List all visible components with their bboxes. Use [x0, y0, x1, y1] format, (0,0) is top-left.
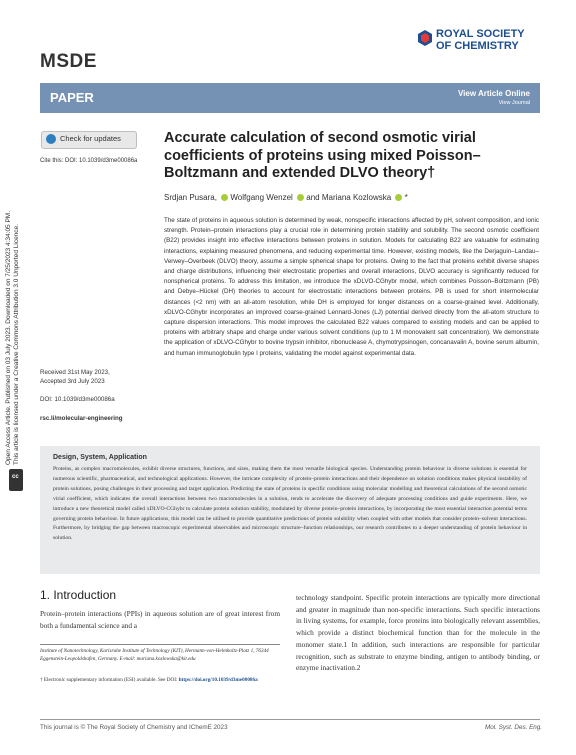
orcid-icon[interactable]: [395, 194, 402, 201]
footer-copyright: This journal is © The Royal Society of Chemistry and IChemE 2023: [40, 724, 228, 731]
esi-text: † Electronic supplementary information (ESI) available. See DOI:: [40, 677, 178, 683]
check-for-updates-button[interactable]: [41, 131, 137, 149]
open-access-line2: This article is licensed under a Creative Commons Attribution 3.0 Unported Licence.: [13, 224, 20, 465]
open-access-notice: [5, 145, 25, 465]
received-dates: [40, 368, 110, 386]
section-heading: 1. Introduction: [40, 588, 117, 602]
intro-right-column: technology standpoint. Specific protein interactions are typically more directional and greater in magnitude than non-specific interactions. Such specific interactions in living systems, for example, force proteins into biologically relevant assemblies, which provide a distinct biochemical function than for the molecule in the monomer state.1 In addition, such interactions are responsible for particular recognition, such as substrate to enzyme binding, antigen to antibody binding, or enzyme inactivation.2: [296, 593, 540, 673]
doi[interactable]: DOI: 10.1039/d3me00086a: [40, 396, 115, 403]
check-for-updates-label: Check for updates: [60, 134, 121, 143]
cite-doi: Cite this: DOI: 10.1039/d3me00086a: [40, 158, 138, 164]
view-journal-link[interactable]: View Journal: [498, 100, 530, 106]
intro-left-column: Protein–protein interactions (PPIs) in aqueous solution are of great interest from both a fundamental science and a: [40, 609, 280, 630]
journal-site-link[interactable]: rsc.li/molecular-engineering: [40, 415, 123, 422]
cc-license-icon[interactable]: [9, 469, 23, 491]
article-title: Accurate calculation of second osmotic virial coefficients of proteins using mixed Poisson–Boltzmann and extended DLVO theory†: [164, 130, 481, 181]
footer-divider: [40, 719, 540, 720]
open-access-line1: Open Access Article. Published on 03 July 2023. Downloaded on 7/25/2023 4:34:05 PM.: [5, 210, 12, 465]
orcid-icon[interactable]: [297, 194, 304, 201]
publisher-name-line1: ROYAL SOCIETY: [436, 28, 525, 40]
journal-name: MSDE: [40, 51, 97, 72]
dsa-title: Design, System, Application: [53, 454, 147, 461]
footer-journal: Mol. Syst. Des. Eng.: [485, 724, 543, 731]
accepted-date: Accepted 3rd July 2023: [40, 378, 105, 385]
author-list: [164, 193, 408, 202]
esi-note: [40, 677, 280, 685]
update-check-icon: [46, 134, 56, 144]
rsc-emblem-icon: [418, 30, 432, 46]
received-date: Received 31st May 2023,: [40, 369, 110, 376]
cc-badge-text: cc: [12, 474, 19, 480]
author-1[interactable]: Srdjan Pusara,: [164, 193, 217, 202]
orcid-icon[interactable]: [221, 194, 228, 201]
corresponding-mark: *: [404, 193, 408, 202]
esi-link[interactable]: https://doi.org/10.1039/d3me00086a: [178, 677, 258, 683]
publisher-name-line2: OF CHEMISTRY: [436, 40, 519, 52]
footnote-divider: [40, 644, 280, 645]
author-2[interactable]: Wolfgang Wenzel: [230, 193, 293, 202]
article-type-banner: [40, 83, 540, 113]
author-3[interactable]: and Mariana Kozlowska: [306, 193, 392, 202]
view-article-online-link[interactable]: View Article Online: [457, 89, 530, 98]
publisher-logo[interactable]: [418, 28, 544, 70]
dsa-body: Proteins, as complex macromolecules, exhibit diverse structures, functions, and sizes, making them the most versatile biological species. Understanding protein behaviour in diverse solutions is essential for numerous scientific, pharmaceutical, and technological applications. However, the intricate complexity of protein–protein interactions and their dependence on solution conditions makes physical instability of protein solutions, posing challenges in their processing and target application. Predicting the state of proteins in specific conditions using molecular modelling and theoretical calculations of the second osmotic virial coefficient, which indicates the overall interactions between two macromolecules in a solution, tends to accelerate the discovery of adequate processing conditions and guide experiments. Here, we introduce a new theoretical model called xDLVO-CGhybr to calculate protein solution stability, modulated by diverse protein–protein interactions, by incorporating the most essential interaction potential terms governing protein behaviour. In future applications, this model can be utilised to provide quantitative predictions of protein solubility when coupled with other models that consider protein–solvent interactions. Furthermore, by bridging the gap between macroscopic experimental observables and microscopic structure–function relationships, our research contributes to a deeper understanding of protein behaviour in solution.: [53, 466, 527, 542]
design-system-application-box: [40, 446, 540, 574]
affiliation: Institute of Nanotechnology, Karlsruhe Institute of Technology (KIT), Hermann-von-Helmholtz-Platz 1, 76344 Eggenstein-Leopoldshafen, Germany. E-mail: mariana.kozlowska@kit.edu: [40, 648, 269, 662]
article-type: PAPER: [50, 90, 94, 105]
abstract: The state of proteins in aqueous solution is determined by weak, nonspecific interactions affected by pH, solvent composition, and ionic strength. Protein–protein interactions play a crucial role in determining protein stability and solubility. The second osmotic coefficient (B22) provides insight into effective interactions between proteins in solution. Models for calculating B22 are valuable for estimating interactions, explaining measured phenomena, and reducing experimental time. However, existing models, like the Derjaguin–Landau–Verwey–Overbeek (DLVO) theory, assume a simple spherical shape for proteins. Owing to the fact that proteins exhibit diverse shapes and charge distributions, influencing their electrostatic properties and overall interactions, DLVO accuracy is significantly reduced for nonspherical proteins. To address this limitation, we introduce the xDLVO-CGhybr model, which combines Poisson–Boltzmann (PB) and Debye–Hückel (DH) theories to account for electrostatic interactions between proteins. PB is used for short intermolecular distances (<2 nm) with an all-atom resolution, while DH is employed for longer distances on a coarse-grained level. Additionally, xDLVO-CGhybr incorporates an improved coarse-grained Lennard-Jones (LJ) potential derived directly from the all-atom structure to capture dispersion interactions. This model improves the calculated B22 values compared to existing models and can be applied to proteins with arbitrary shape and charge under various solvent conditions (up to 1 M monovalent salt concentration). We demonstrate the application of xDLVO-CGhybr to bovine trypsin inhibitor, ribonuclease A, chymotrypsinogen, concanavalin A, bovine serum albumin, and human immunoglobulin type I proteins, validating the model against experimental data.: [164, 217, 539, 357]
